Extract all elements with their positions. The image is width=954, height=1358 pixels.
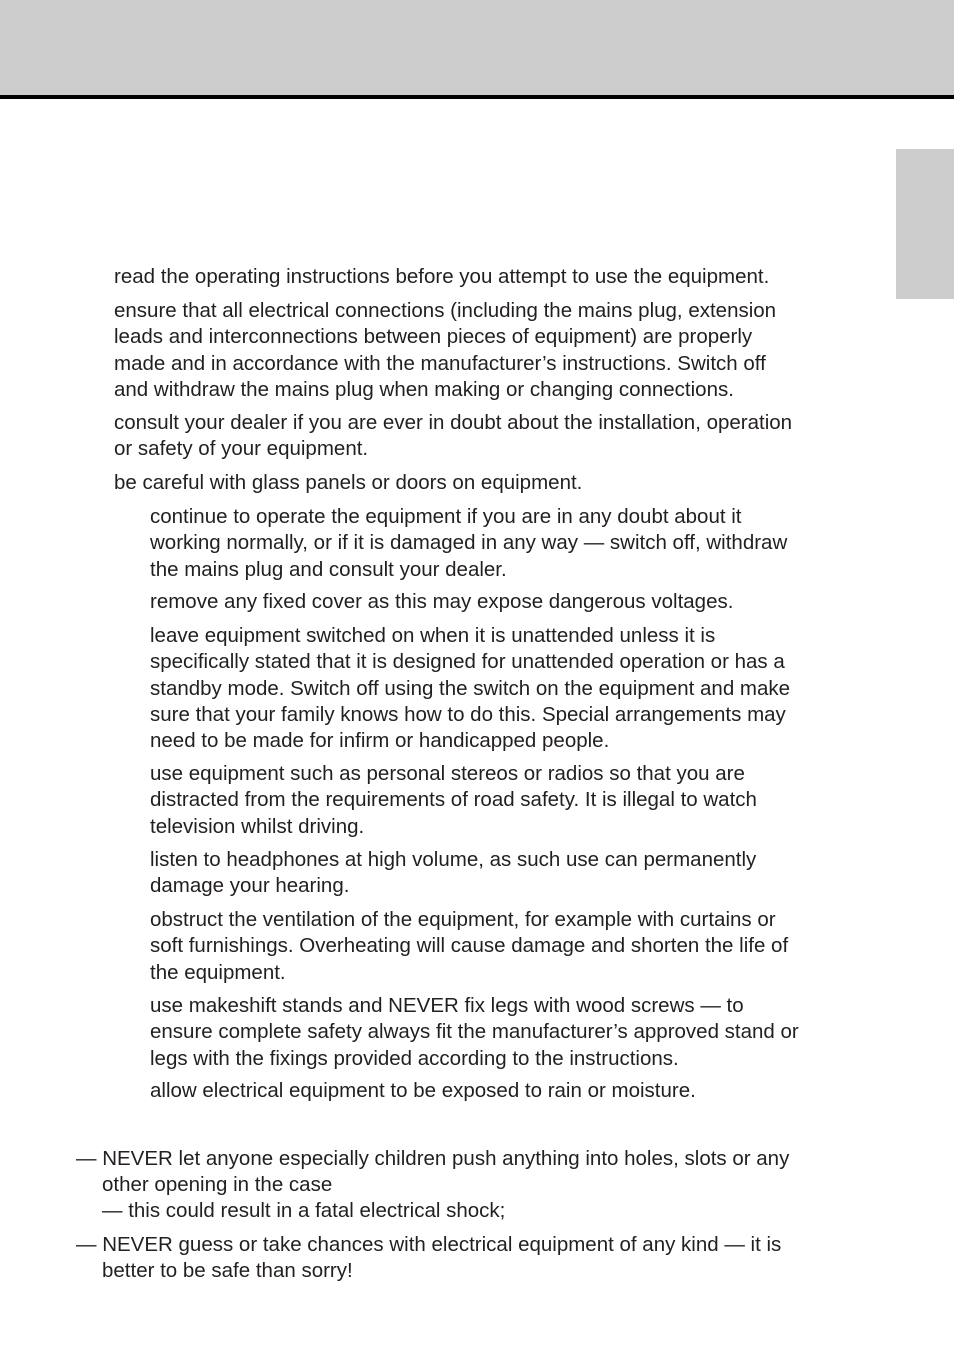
instruction-read-manual — [114, 264, 769, 290]
text-line: damage your hearing. — [150, 874, 350, 898]
header-band — [0, 0, 954, 95]
text-line: consult your dealer if you are ever in doubt about the installation, operation — [114, 411, 793, 434]
text-line: distracted from the requirements of road safety. It is illegal to watch — [150, 788, 757, 812]
text-line: need to be made for infirm or handicapped people. — [150, 729, 610, 753]
text-line: be careful with glass panels or doors on equipment. — [114, 471, 583, 494]
never-item-unattended — [150, 623, 790, 754]
text-line: leads and interconnections between pieces of equipment) are properly — [114, 325, 753, 349]
never-item-headphones — [150, 847, 756, 900]
never-item-operate-damaged — [150, 504, 787, 583]
text-line: remove any fixed cover as this may expose dangerous voltages. — [150, 590, 734, 613]
warning-holes-slots-line-2: other opening in the case — [102, 1173, 333, 1196]
text-line: soft furnishings. Overheating will cause damage and shorten the life of — [150, 934, 789, 958]
text-line: sure that your family knows how to do this. Special arrangements may — [150, 702, 786, 726]
warning-holes-slots-line-3: — this could result in a fatal electrical shock; — [102, 1199, 506, 1222]
warning-take-chances-line-1: — NEVER guess or take chances with electrical equipment of any kind — it is — [76, 1233, 782, 1256]
text-line: leave equipment switched on when it is unattended unless it is — [150, 624, 716, 647]
text-line: the equipment. — [150, 960, 286, 984]
text-line: ensure complete safety always fit the manufacturer’s approved stand or — [150, 1020, 799, 1044]
warning-take-chances-line-2: better to be safe than sorry! — [102, 1259, 353, 1282]
instruction-consult-dealer — [114, 410, 792, 463]
warning-holes-slots-line-1: — NEVER let anyone especially children push anything into holes, slots or any — [76, 1147, 790, 1170]
language-side-tab — [896, 149, 954, 299]
never-item-makeshift-stands — [150, 993, 799, 1072]
text-line: specifically stated that it is designed for unattended operation or has a — [150, 650, 785, 674]
text-line: listen to headphones at high volume, as such use can permanently — [150, 848, 757, 871]
instruction-glass-panels — [114, 470, 582, 496]
text-line: legs with the fixings provided according to the instructions. — [150, 1046, 679, 1070]
text-line: read the operating instructions before you attempt to use the equipment. — [114, 265, 770, 288]
never-item-ventilation — [150, 907, 788, 986]
text-line: working normally, or if it is damaged in any way — switch off, withdraw — [150, 531, 788, 555]
never-item-road-safety — [150, 761, 757, 840]
text-line: obstruct the ventilation of the equipment, for example with curtains or — [150, 908, 776, 931]
header-rule — [0, 95, 954, 99]
instruction-connections — [114, 298, 776, 403]
text-line: continue to operate the equipment if you are in any doubt about it — [150, 505, 742, 528]
text-line: the mains plug and consult your dealer. — [150, 557, 507, 581]
text-line: and withdraw the mains plug when making or changing connections. — [114, 377, 734, 401]
never-item-rain-moisture — [150, 1078, 696, 1104]
text-line: use equipment such as personal stereos or radios so that you are — [150, 762, 745, 785]
text-line: allow electrical equipment to be exposed to rain or moisture. — [150, 1079, 696, 1102]
text-line: use makeshift stands and NEVER fix legs with wood screws — to — [150, 994, 744, 1017]
text-line: made and in accordance with the manufacturer’s instructions. Switch off — [114, 351, 766, 375]
text-line: or safety of your equipment. — [114, 437, 369, 461]
text-line: television whilst driving. — [150, 814, 365, 838]
text-line: ensure that all electrical connections (including the mains plug, extension — [114, 299, 777, 322]
never-item-remove-cover — [150, 589, 733, 615]
text-line: standby mode. Switch off using the switch on the equipment and make — [150, 676, 791, 700]
